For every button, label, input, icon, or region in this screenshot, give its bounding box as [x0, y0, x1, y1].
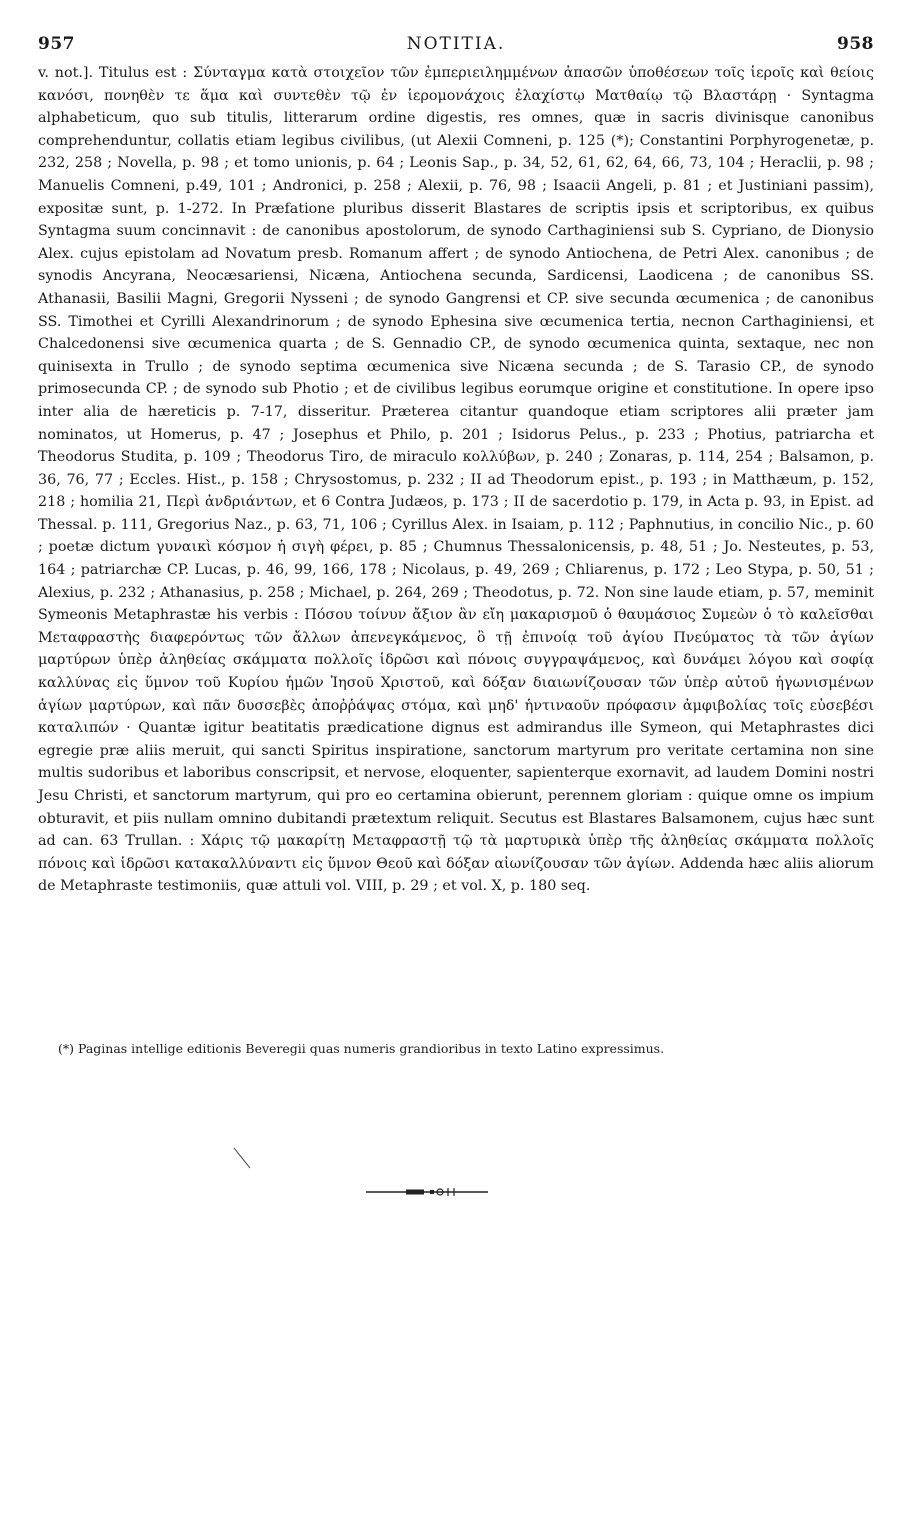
- page-number-left: 957: [38, 34, 75, 54]
- body-paragraph: v. not.]. Titulus est : Σύνταγμα κατὰ στοιχεῖον τῶν ἐμπεριειλημμένων ἁπασῶν ὑποθέσεων τοῖς ἱεροῖς καὶ θείοις κανόσι, πονηθὲν τε ἅμα καὶ συντεθὲν τῷ ἐν ἱερομονάχοις ἐλαχίστῳ Ματθαίῳ τῷ Βλαστάρῃ · Syntagma alphabeticum, quo sub titulis, litterarum ordine digestis, res omnes, quæ in sacris divinisque canonibus comprehenduntur, collatis etiam legibus civilibus, (ut Alexii Comneni, p. 125 (*); Constantini Porphyrogenetæ, p. 232, 258 ; Novella, p. 98 ; et tomo unionis, p. 64 ; Leonis Sap., p. 34, 52, 61, 62, 64, 66, 73, 104 ; Heraclii, p. 98 ; Manuelis Comneni, p.49, 101 ; Andronici, p. 258 ; Alexii, p. 76, 98 ; Isaacii Angeli, p. 81 ; et Justiniani passim), expositæ sunt, p. 1-272. In Præfatione pluribus disserit Blastares de scriptis ipsis et scriptoribus, ex quibus Syntagma suum concinnavit : de canonibus apostolorum, de synodo Carthaginiensi sub S. Cypriano, de Dionysio Alex. cujus epistolam ad Novatum presb. Romanum affert ; de synodo Antiochena, de Petri Alex. canonibus ; de synodis Ancyrana, Neocæsariensi, Nicæna, Antiochena secunda, Sardicensi, Laodicena ; de canonibus SS. Athanasii, Basilii Magni, Gregorii Nysseni ; de synodo Gangrensi et CP. sive secunda œcumenica ; de canonibus SS. Timothei et Cyrilli Alexandrinorum ; de synodo Ephesina sive œcumenica tertia, necnon Carthaginiensi, et Chalcedonensi sive œcumenica quarta ; de S. Gennadio CP., de synodo œcumenica quinta, sextaque, nec non quinisexta in Trullo ; de synodo septima œcumenica sive Nicæna secunda ; de S. Tarasio CP., de synodo primosecunda CP. ; de synodo sub Photio ; et de civilibus legibus eorumque origine et constitutione. In opere ipso inter alia de hæreticis p. 7-17, disseritur. Præterea citantur quandoque etiam scriptores alii præter jam nominatos, ut Homerus, p. 47 ; Josephus et Philo, p. 201 ; Isidorus Pelus., p. 233 ; Photius, patriarcha et Theodorus Studita, p. 109 ; Theodorus Tiro, de miraculo κολλύβων, p. 240 ; Zonaras, p. 114, 254 ; Balsamon, p. 36, 76, 77 ; Eccles. Hist., p. 158 ; Chrysostomus, p. 232 ; II ad Theodorum epist., p. 193 ; in Matthæum, p. 152, 218 ; homilia 21, Περὶ ἀνδριάντων, et 6 Contra Judæos, p. 173 ; II de sacerdotio p. 179, in Acta p. 93, in Epist. ad Thessal. p. 111, Gregorius Naz., p. 63, 71, 106 ; Cyrillus Alex. in Isaiam, p. 112 ; Paphnutius, in concilio Nic., p. 60 ; poetæ dictum γυναικὶ κόσμον ἡ σιγὴ φέρει, p. 85 ; Chumnus Thessalonicensis, p. 48, 51 ; Jo. Nesteutes, p. 53, 164 ; patriarchæ CP. Lucas, p. 46, 99, 166, 178 ; Nicolaus, p. 49, 269 ; Chliarenus, p. 172 ; Leo Stypa, p. 50, 51 ; Alexius, p. 232 ; Athanasius, p. 258 ; Michael, p. 264, 269 ; Theodotus, p. 72. Non sine laude etiam, p. 57, meminit Symeonis Metaphrastæ his verbis : Πόσου τοίνυν ἄξιον ἂν εἴη μακαρισμοῦ ὁ θαυμάσιος Συμεὼν ὁ τὸ καλεῖσθαι Μεταφραστὴς διαφερόντως τῶν ἄλλων ἀπενεγκάμενος, ὃ τῇ ἐπινοίᾳ τοῦ ἁγίου Πνεύματος τὰ τῶν ἁγίων μαρτύρων ὑπὲρ ἀληθείας σκάμματα πολλοῖς ἱδρῶσι καὶ πόνοις συγγραψάμενος, καὶ δυνάμει λόγου καὶ σοφίᾳ καλλύνας εἰς ὕμνον τοῦ Κυρίου ἡμῶν Ἰησοῦ Χριστοῦ, καὶ δόξαν διαιωνίζουσαν τῶν ὑπὲρ αὐτοῦ ἠγωνισμένων ἁγίων μαρτύρων, καὶ πᾶν δυσσεβὲς ἀποῤῥάψας στόμα, καὶ μηδ' ἡντιναοῦν πρόφασιν ἀμφιβολίας τοῖς εὐσεβέσι καταλιπών · Quantæ igitur beatitatis prædicatione dignus est admirandus ille Symeon, qui Metaphrastes dici egregie præ aliis meruit, qui sancti Spiritus inspiratione, sanctorum martyrum pro veritate certamina non sine multis sudoribus et laboribus conscripsit, et nervose, eloquenter, sapienterque exornavit, ad laudem Domini nostri Jesu Christi, et sanctorum martyrum, qui pro eo certamina obierunt, perennem gloriam : quique omne os impium obturavit, et piis nullam omnino dubitandi prætextum reliquit. Secutus est Blastares Balsamonem, cujus hæc sunt ad can. 63 Trullan. : Χάρις τῷ μακαρίτῃ Μεταφραστῇ τῷ τὰ μαρτυρικὰ ὑπὲρ τῆς ἀληθείας σκάμματα πολλοῖς πόνοις καὶ ἱδρῶσι κατακαλλύναντι εἰς ὕμνον Θεοῦ καὶ δόξαν αἰωνίζουσαν τῶν ἁγίων. Addenda hæc aliis aliorum de Metaphraste testimoniis, quæ attuli vol. VIII, p. 29 ; et vol. X, p. 180 seq.: [38, 65, 874, 895]
- main-text: [38, 62, 874, 898]
- page-header: [38, 34, 874, 60]
- footnote-text: (*) Paginas intellige editionis Beveregii quas numeris grandioribus in texto Latino expressimus.: [58, 1041, 665, 1056]
- page-number-right: 958: [836, 34, 874, 54]
- footnote: [58, 1040, 858, 1058]
- stray-mark-icon: [232, 1146, 254, 1172]
- running-title: NOTITIA.: [406, 34, 506, 54]
- ornament-divider-icon: [364, 1185, 490, 1199]
